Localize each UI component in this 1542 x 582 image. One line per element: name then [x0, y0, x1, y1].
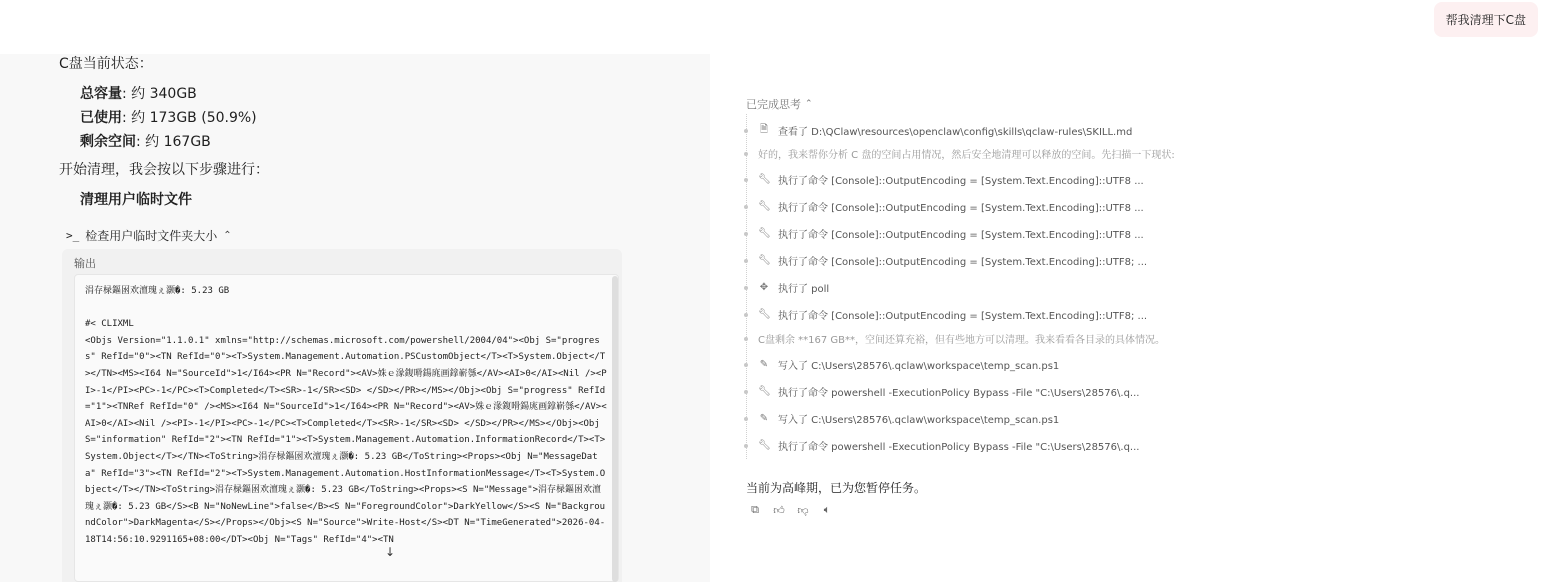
- timeline-dot: [744, 337, 748, 341]
- thinking-step[interactable]: [746, 438, 1139, 453]
- puzzle-icon: ✥: [759, 282, 769, 293]
- thinking-step-text: 好的，我来帮你分析 C 盘的空间占用情况，然后安全地清理可以释放的空间。先扫描一下现状:: [758, 150, 1175, 161]
- message-actions: [748, 503, 834, 517]
- thinking-step-text: C盘剩余 **167 GB**，空间还算充裕，但有些地方可以清理。我来看看各目录的具体情况。: [758, 335, 1166, 346]
- thinking-step-text: 执行了命令 powershell -ExecutionPolicy Bypass -File "C:\Users\28576\.q...: [778, 442, 1140, 453]
- copy-icon[interactable]: ⧉: [751, 503, 759, 516]
- output-scrollbar[interactable]: [612, 276, 618, 582]
- file-icon: 🗎: [759, 124, 769, 135]
- user-message-bubble: 帮我清理下C盘: [1434, 2, 1538, 37]
- stat-used: 已使用: 约 173GB (50.9%): [80, 110, 257, 126]
- wrench-icon: 🔧︎: [758, 174, 771, 185]
- thinking-step-text: 查看了 D:\QClaw\resources\openclaw\config\skills\qclaw-rules\SKILL.md: [778, 127, 1133, 138]
- step-title: 清理用户临时文件: [80, 192, 192, 208]
- wrench-icon: 🔧︎: [758, 309, 771, 320]
- timeline-dot: [744, 417, 748, 421]
- thinking-step[interactable]: [746, 172, 1144, 187]
- chevron-up-icon[interactable]: ⌃: [223, 230, 232, 241]
- thinking-step-text: 执行了命令 [Console]::OutputEncoding = [System.Text.Encoding]::UTF8; ...: [778, 311, 1148, 322]
- timeline-dot: [744, 444, 748, 448]
- thinking-step-text: 写入了 C:\Users\28576\.qclaw\workspace\temp_scan.ps1: [778, 415, 1060, 426]
- timeline-dot: [744, 259, 748, 263]
- terminal-icon: >_: [66, 229, 80, 242]
- thumbs-up-icon[interactable]: 👍︎: [773, 503, 785, 517]
- wrench-icon: 🔧︎: [758, 201, 771, 212]
- stat-total: 总容量: 约 340GB: [80, 86, 197, 102]
- timeline-dot: [744, 286, 748, 290]
- thinking-step[interactable]: [746, 226, 1144, 241]
- command-label: 检查用户临时文件夹大小: [85, 229, 218, 243]
- output-label: 输出: [74, 257, 96, 270]
- timeline-dot: [744, 363, 748, 367]
- thinking-step[interactable]: [746, 384, 1139, 399]
- thinking-step-text: 执行了命令 [Console]::OutputEncoding = [System.Text.Encoding]::UTF8 ...: [778, 203, 1144, 214]
- thinking-note: [746, 146, 1175, 161]
- wrench-icon: 🔧︎: [758, 228, 771, 239]
- thinking-step-text: 写入了 C:\Users\28576\.qclaw\workspace\temp_scan.ps1: [778, 361, 1060, 372]
- timeline-dot: [744, 178, 748, 182]
- timeline-dot: [744, 390, 748, 394]
- thinking-step-text: 执行了命令 powershell -ExecutionPolicy Bypass -File "C:\Users\28576\.q...: [778, 388, 1140, 399]
- thinking-step[interactable]: [746, 307, 1147, 322]
- timeline-dot: [744, 232, 748, 236]
- speaker-icon[interactable]: 🔈︎: [823, 503, 831, 516]
- thinking-step[interactable]: [746, 280, 829, 295]
- thinking-step[interactable]: [746, 122, 1132, 139]
- thinking-step-text: 执行了命令 [Console]::OutputEncoding = [System.Text.Encoding]::UTF8; ...: [778, 257, 1148, 268]
- wrench-icon: 🔧︎: [758, 386, 771, 397]
- wrench-icon: 🔧︎: [758, 255, 771, 266]
- thinking-step[interactable]: [746, 199, 1144, 214]
- thinking-step-text: 执行了命令 [Console]::OutputEncoding = [System.Text.Encoding]::UTF8 ...: [778, 176, 1144, 187]
- status-title: C盘当前状态：: [59, 56, 153, 72]
- chevron-up-icon: ⌃: [805, 99, 813, 109]
- thinking-label: 已完成思考: [746, 98, 801, 111]
- wrench-icon: 🔧︎: [758, 440, 771, 451]
- timeline-dot: [744, 152, 748, 156]
- stat-free: 剩余空间: 约 167GB: [80, 134, 211, 150]
- thinking-step[interactable]: [746, 253, 1147, 268]
- thinking-step-text: 执行了 poll: [778, 284, 830, 295]
- thinking-toggle[interactable]: [746, 96, 813, 112]
- timeline-dot: [744, 129, 748, 133]
- thinking-note: [746, 331, 1165, 346]
- plan-title: 开始清理，我会按以下步骤进行：: [59, 162, 269, 178]
- thinking-step[interactable]: [746, 411, 1059, 426]
- timeline-dot: [744, 205, 748, 209]
- thumbs-down-icon[interactable]: 👎︎: [797, 503, 809, 517]
- edit-icon: ✎: [759, 359, 769, 370]
- final-message: 当前为高峰期，已为您暂停任务。: [746, 481, 927, 495]
- output-text: 涓存椂鏂囦欢澶瑰ぇ灏�: 5.23 GB #< CLIXML <Objs Version="1.1.0.1" xmlns="http://schemas.microsoft.com/powershell/2004/04"><Obj S="progress" RefId="0"><TN RefId="0"><T>System.Management.Automation.PSCustomObject</T><T>System.Object</T></TN><MS><I64 N="SourceId">1</I64><PR N="Record"><AV>姝ｅ湪鍑嗗鍚庣画鎿嶄綔</AV><AI>0</AI><Nil /><PI>-1</PI><PC>-1</PC><T>Completed</T><SR>-1</SR><SD> </SD></PR></MS></Obj><Obj S="progress" RefId="1"><TNRef RefId="0" /><MS><I64 N="SourceId">1</I64><PR N="Record"><AV>姝ｅ湪鍑嗗鍚庣画鎿嶄綔</AV><AI>0</AI><Nil /><PI>-1</PI><PC>-1</PC><T>Completed</T><SR>-1</SR><SD> </SD></PR></MS></Obj><Obj S="information" RefId="2"><TN RefId="1"><T>System.Management.Automation.InformationRecord</T><T>System.Object</T></TN><ToString>涓存椂鏂囦欢澶瑰ぇ灏�: 5.23 GB</ToString><Props><Obj N="MessageData" RefId="3"><TN RefId="2"><T>System.Management.Automation.HostInformationMessage</T><T>System.Object</T></TN><ToString>涓存椂鏂囦欢澶瑰ぇ灏�: 5.23 GB</ToString><Props><S N="Message">涓存椂鏂囦欢澶瑰ぇ灏�: 5.23 GB</S><B N="NoNewLine">false</B><S N="ForegroundColor">DarkYellow</S><S N="BackgroundColor">DarkMagenta</S></Props></Obj><S N="Source">Write-Host</S><DT N="TimeGenerated">2026-04-18T14:56:10.9291165+08:00</DT><Obj N="Tags" RefId="4"><TN: [85, 286, 607, 545]
- thinking-step[interactable]: [746, 357, 1059, 372]
- timeline-dot: [744, 313, 748, 317]
- thinking-step-text: 执行了命令 [Console]::OutputEncoding = [System.Text.Encoding]::UTF8 ...: [778, 230, 1144, 241]
- scroll-down-arrow-icon[interactable]: ↓: [382, 545, 398, 559]
- output-code-block[interactable]: [74, 274, 619, 582]
- edit-icon: ✎: [759, 413, 769, 424]
- command-toggle[interactable]: [66, 227, 232, 244]
